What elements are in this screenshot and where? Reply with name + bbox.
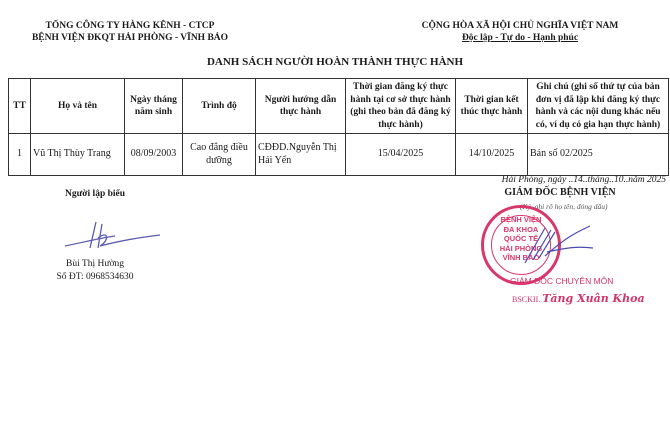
table-header-row (9, 79, 669, 134)
chief-prefix: BSCKII. (512, 295, 541, 304)
hospital-name: BỆNH VIỆN ĐKQT HẢI PHÒNG - VĨNH BẢO (31, 33, 229, 43)
col-header-name: Họ và tên (31, 79, 125, 134)
cell-tt: 1 (9, 134, 31, 176)
cell-start: 15/04/2025 (346, 134, 456, 176)
cell-supervisor: CĐĐD.Nguyễn Thị Hải Yến (256, 134, 346, 176)
cell-dob: 08/09/2003 (125, 134, 183, 176)
table-row (9, 134, 669, 176)
col-header-level: Trình độ (183, 79, 256, 134)
preparer-name: Bùi Thị Hường (65, 259, 125, 269)
col-header-note: Ghi chú (ghi số thứ tự của bản đơn vị đã lập khi đăng ký thực hành và các nội dung khác nếu có, ví dụ có gia hạn thực hành) (528, 79, 669, 134)
col-header-end: Thời gian kết thúc thực hành (456, 79, 528, 134)
organization-header (20, 20, 240, 44)
stamp-line: HẢI PHÒNG (499, 243, 543, 253)
stamp-line: VĨNH BẢO (502, 253, 540, 262)
stamp-line: BỆNH VIỆN (500, 215, 542, 224)
preparer-signature-icon (60, 218, 170, 254)
document-title: DANH SÁCH NGƯỜI HOÀN THÀNH THỰC HÀNH (206, 56, 464, 68)
cell-name: Vũ Thị Thùy Trang (31, 134, 125, 176)
cell-end: 14/10/2025 (456, 134, 528, 176)
stamp-line: ĐA KHOA (503, 224, 539, 234)
chief-name-block (512, 292, 662, 305)
nation-motto: Độc lập - Tự do - Hạnh phúc (461, 33, 579, 43)
director-role: GIÁM ĐỐC BỆNH VIỆN (504, 187, 616, 198)
national-header (390, 20, 650, 44)
cell-level: Cao đẳng điều dưỡng (183, 134, 256, 176)
org-parent-name: TỔNG CÔNG TY HÀNG KÊNH - CTCP (45, 21, 215, 31)
chief-title: GIÁM ĐỐC CHUYÊN MÔN (510, 276, 614, 286)
preparer-phone: Số ĐT: 0968534630 (56, 272, 134, 282)
stamp-line: QUỐC TẾ (503, 234, 539, 243)
col-header-start: Thời gian đăng ký thực hành tại cơ sở thực hành (ghi theo bản đã đăng ký thực hành) (346, 79, 456, 134)
cell-note: Bản số 02/2025 (528, 134, 669, 176)
preparer-info (40, 258, 150, 284)
col-header-supervisor: Người hướng dẫn thực hành (256, 79, 346, 134)
director-signature-icon (515, 208, 595, 268)
practice-completion-table (8, 78, 669, 176)
director-instruction: (Ký, ghi rõ họ tên, đóng dấu) (520, 202, 608, 211)
col-header-tt: TT (9, 79, 31, 134)
nation-name: CỘNG HÒA XÃ HỘI CHỦ NGHĨA VIỆT NAM (421, 21, 619, 31)
chief-name: Tăng Xuân Khoa (542, 292, 645, 305)
col-header-dob: Ngày tháng năm sinh (125, 79, 183, 134)
preparer-role: Người lập biểu (64, 189, 126, 199)
sign-date: Hải Phòng, ngày ..14..tháng..10..năm 2025 (501, 175, 666, 185)
